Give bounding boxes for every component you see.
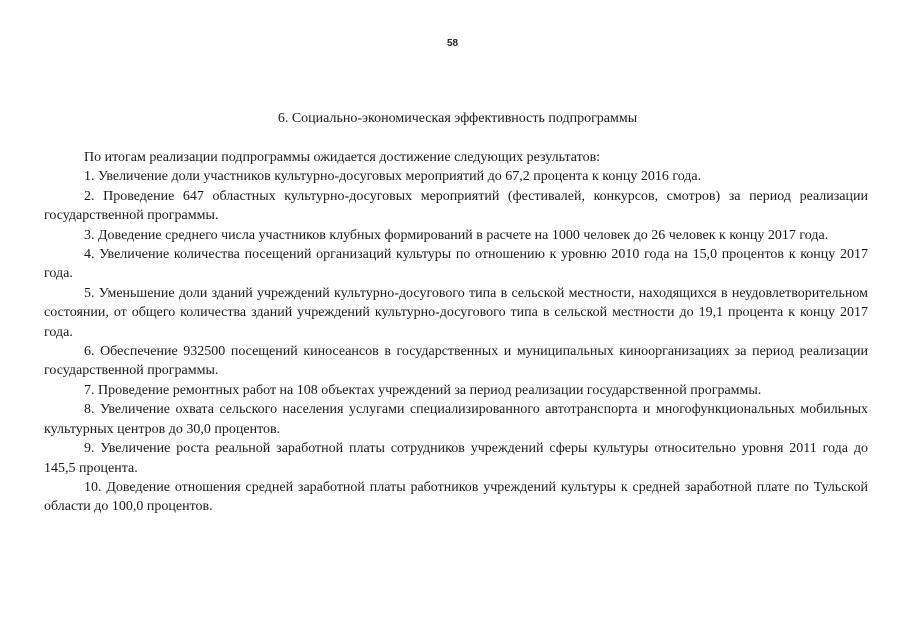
- page-number: 58: [446, 38, 459, 49]
- result-item-8: 8. Увеличение охвата сельского населения услугами специализированного автотранспорта и многофункциональных мобильных культурных центров до 30,0 процентов.: [44, 402, 868, 437]
- result-item-9: 9. Увеличение роста реальной заработной платы сотрудников учреждений сферы культуры относительно уровня 2011 года до 145,5 процента.: [44, 441, 868, 476]
- document-body: [44, 148, 868, 517]
- result-item-6: 6. Обеспечение 932500 посещений киносеансов в государственных и муниципальных киноорганизациях за период реализации государственной программы.: [44, 344, 868, 379]
- section-title: 6. Социально-экономическая эффективность подпрограммы: [277, 111, 638, 126]
- result-item-10: 10. Доведение отношения средней заработной платы работников учреждений культуры к средней заработной плате по Тульской области до 100,0 процентов.: [44, 479, 868, 515]
- intro-paragraph: По итогам реализации подпрограммы ожидается достижение следующих результатов:: [84, 150, 601, 165]
- result-item-7: 7. Проведение ремонтных работ на 108 объектах учреждений за период реализации государственной программы.: [84, 382, 762, 398]
- result-item-2: 2. Проведение 647 областных культурно-досуговых мероприятий (фестивалей, конкурсов, смотров) за период реализации государственной программы.: [44, 188, 868, 224]
- result-item-4: 4. Увеличение количества посещений организаций культуры по отношению к уровню 2010 года на 15,0 процентов к концу 2017 года.: [44, 247, 868, 282]
- result-item-3: 3. Доведение среднего числа участников клубных формирований в расчете на 1000 человек до 26 человек к концу 2017 года.: [84, 227, 829, 243]
- result-item-1: 1. Увеличение доли участников культурно-досуговых мероприятий до 67,2 процента к концу 2016 года.: [84, 169, 702, 185]
- result-item-5: 5. Уменьшение доли зданий учреждений культурно-досугового типа в сельской местности, находящихся в неудовлетворительном состоянии, от общего количества зданий учреждений культурно-досугового типа в сельской местности до 19,1 процента к концу 2017 года.: [44, 285, 868, 340]
